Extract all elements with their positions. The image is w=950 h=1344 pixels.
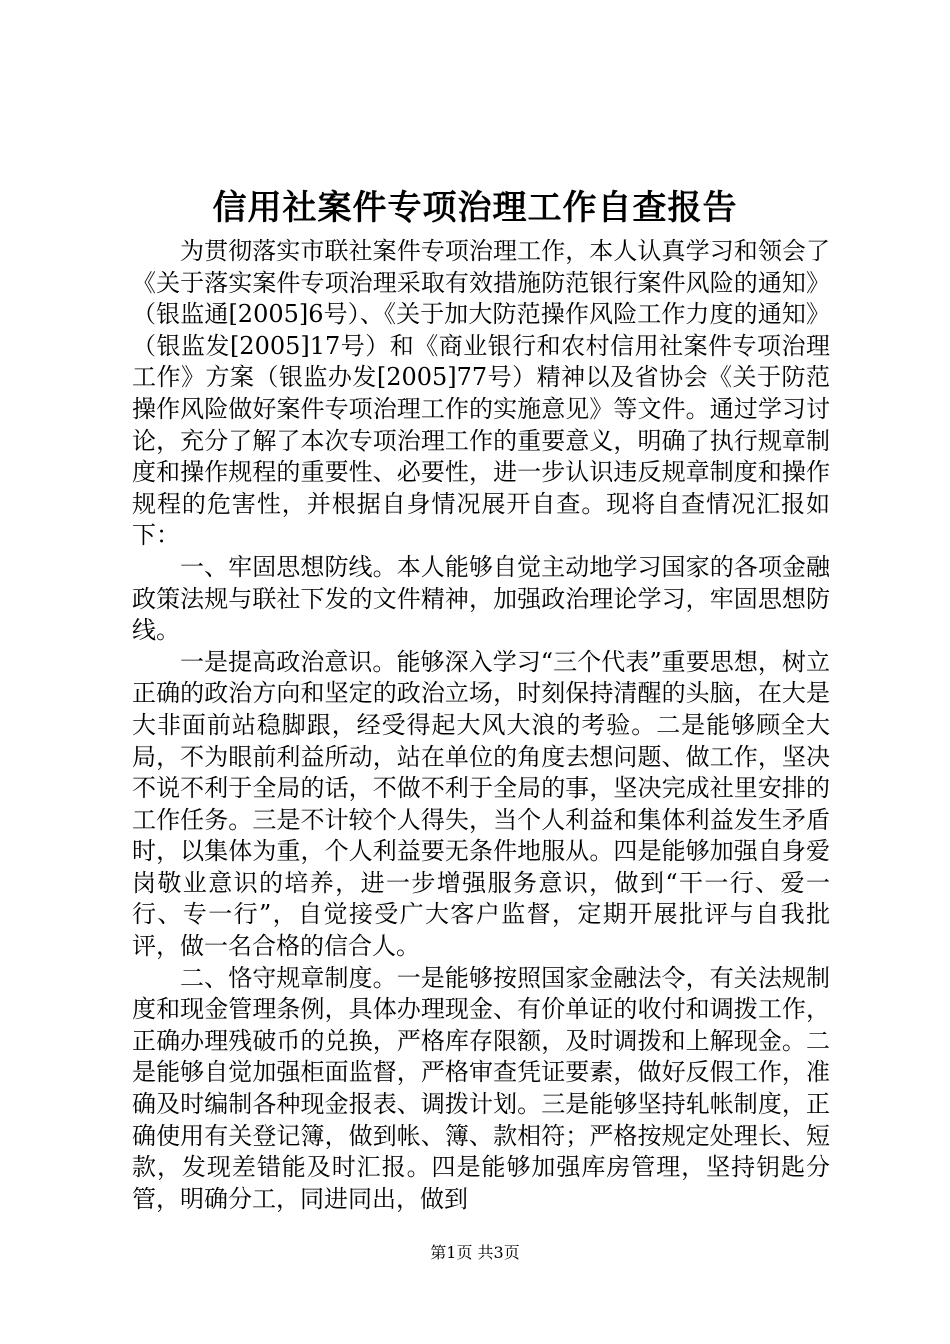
body-paragraph-intro: 为贯彻落实市联社案件专项治理工作，本人认真学习和领会了《关于落实案件专项治理采取有效措施防范银行案件风险的通知》（银监通[2005]6号）、《关于加大防范操作风险工作力度的通知》（银监发[2005]17号）和《商业银行和农村信用社案件专项治理工作》方案（银监办发[2005]77号）精神以及省协会《关于防范操作风险做好案件专项治理工作的实施意见》等文件。通过学习讨论，充分了解了本次专项治理工作的重要意义，明确了执行规章制度和操作规程的重要性、必要性，进一步认识违反规章制度和操作规程的危害性，并根据自身情况展开自查。现将自查情况汇报如下： [132,237,830,550]
page-number-footer: 第1页 共3页 [430,1243,520,1262]
document-body [132,236,830,1215]
document-title: 信用社案件专项治理工作自查报告 [212,188,738,228]
body-paragraph-section-two: 二、恪守规章制度。一是能够按照国家金融法令，有关法规制度和现金管理条例，具体办理现金、有价单证的收付和调拨工作，正确办理残破币的兑换，严格库存限额，及时调拨和上解现金。二是能够自觉加强柜面监督，严格审查凭证要素，做好反假工作，准确及时编制各种现金报表、调拨计划。三是能够坚持轧帐制度，正确使用有关登记簿，做到帐、簿、款相符；严格按规定处理长、短款，发现差错能及时汇报。四是能够加强库房管理，坚持钥匙分管，明确分工，同进同出，做到 [132,963,830,1213]
body-paragraph-political-awareness: 一是提高政治意识。能够深入学习“三个代表”重要思想，树立正确的政治方向和坚定的政治立场，时刻保持清醒的头脑，在大是大非面前站稳脚跟，经受得起大风大浪的考验。二是能够顾全大局，不为眼前利益所动，站在单位的角度去想问题、做工作，坚决不说不利于全局的话，不做不利于全局的事，坚决完成社里安排的工作任务。三是不计较个人得失，当个人利益和集体利益发生矛盾时，以集体为重，个人利益要无条件地服从。四是能够加强自身爱岗敬业意识的培养，进一步增强服务意识，做到“干一行、爱一行、专一行”，自觉接受广大客户监督，定期开展批评与自我批评，做一名合格的信合人。 [132,647,830,961]
body-paragraph-section-one: 一、牢固思想防线。本人能够自觉主动地学习国家的各项金融政策法规与联社下发的文件精神，加强政治理论学习，牢固思想防线。 [132,552,830,645]
